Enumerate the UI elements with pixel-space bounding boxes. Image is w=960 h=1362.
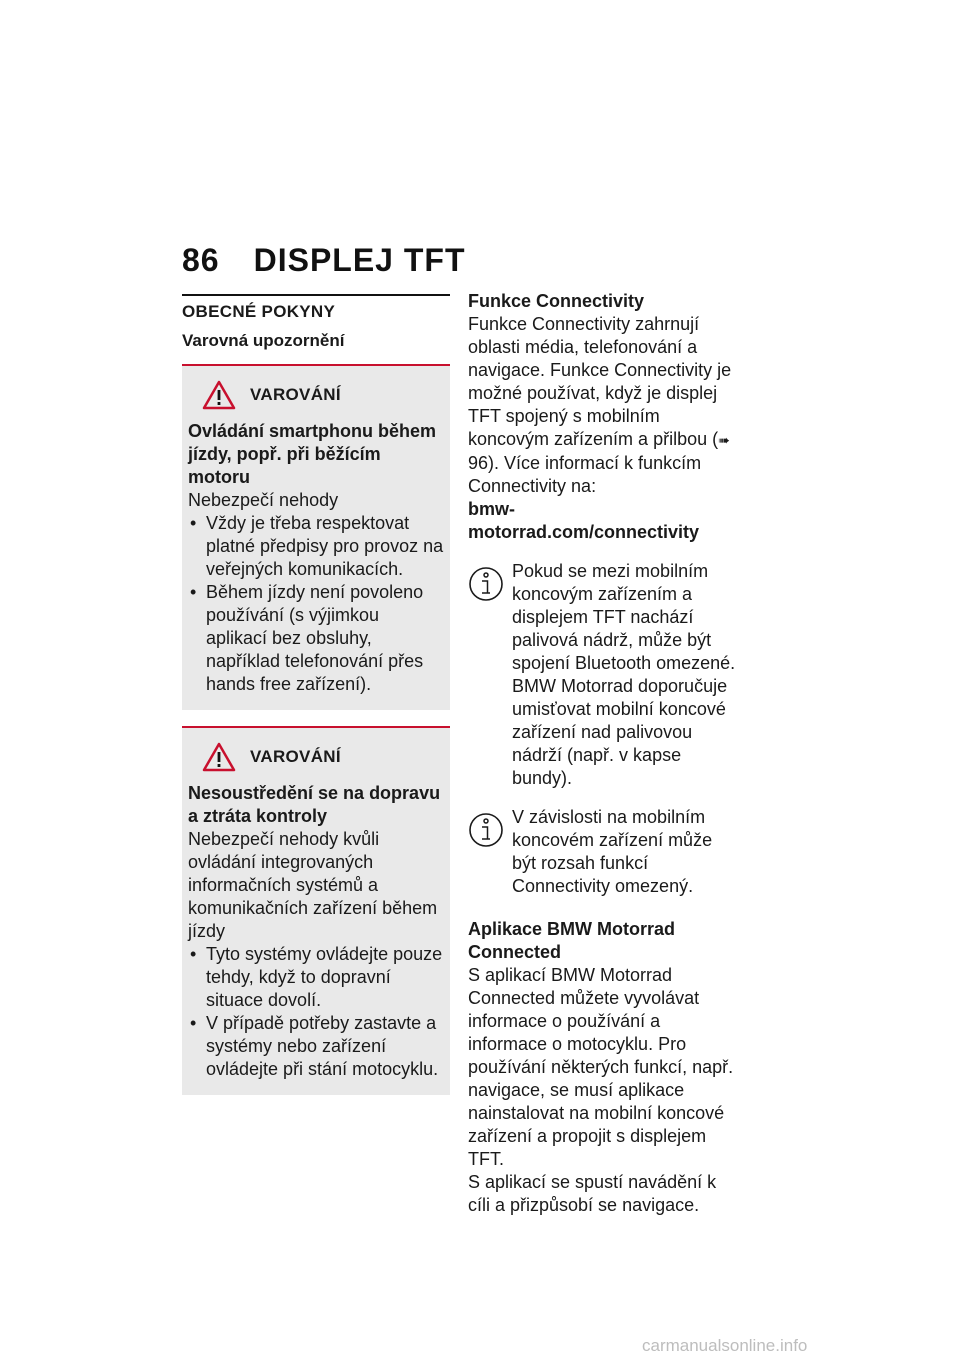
info-text-2: V závislosti na mobilním koncovém zařízení může být rozsah funkcí Connectivity omezený. bbox=[512, 807, 713, 896]
info-icon bbox=[468, 564, 504, 604]
warning-text: Nebezpečí nehody bbox=[188, 490, 339, 510]
info-note-1 bbox=[468, 560, 740, 790]
list-item: • Tyto systémy ovládejte pouze tehdy, když to dopravní situace dovolí. bbox=[188, 943, 444, 1012]
watermark: carmanualsonline.info bbox=[642, 1336, 808, 1355]
section-title: OBECNÉ POKYNY bbox=[182, 302, 336, 321]
list-item: • V případě potřeby zastavte a systémy nebo zařízení ovládejte při stání motocyklu. bbox=[188, 1012, 444, 1081]
list-item: • Během jízdy není povoleno používání (s výjimkou aplikací bez obsluhy, například telefonování přes hands free zařízení). bbox=[188, 581, 444, 696]
connectivity-text-a: Funkce Connectivity zahrnují oblasti média, telefonování a navigace. Funkce Connectivity je možné používat, když je displej TFT spojený s mobilním koncovým zařízením a přilbou ( bbox=[468, 314, 732, 449]
connectivity-ref: 96). Více informací k funkcím Connectivity na: bbox=[468, 453, 702, 496]
left-column bbox=[182, 294, 450, 1095]
warning-triangle-icon bbox=[202, 742, 236, 772]
section-rule bbox=[182, 294, 450, 296]
warning-bullets bbox=[188, 512, 444, 696]
warning-box-2 bbox=[182, 728, 450, 1095]
right-column bbox=[468, 290, 740, 1217]
warning-title: Nesoustředění se na dopravu a ztráta kontroly bbox=[188, 783, 441, 826]
connectivity-link[interactable]: bmw-motorrad.com/connectivity bbox=[468, 499, 700, 542]
list-item: • Vždy je třeba respektovat platné předpisy pro provoz na veřejných komunikacích. bbox=[188, 512, 444, 581]
warning-header bbox=[188, 378, 444, 412]
arrow-icon: ➠ bbox=[718, 432, 730, 448]
warning-text: Nebezpečí nehody kvůli ovládání integrovaných informačních systémů a komunikačních zařízení během jízdy bbox=[188, 829, 438, 941]
warning-triangle-icon bbox=[202, 380, 236, 410]
warning-label: VAROVÁNÍ bbox=[250, 385, 341, 404]
spacer bbox=[182, 710, 450, 726]
subsection-title: Varovná upozornění bbox=[182, 331, 345, 350]
app-text-2: S aplikací se spustí navádění k cíli a přizpůsobí se navigace. bbox=[468, 1172, 717, 1215]
warning-header bbox=[188, 740, 444, 774]
app-text: S aplikací BMW Motorrad Connected můžete vyvolávat informace o používání a informace o motocyklu. Pro používání některých funkcí, např. navigace, se musí aplikace nainstalovat na mobilní koncové zařízení a propojit s displejem TFT. bbox=[468, 965, 734, 1169]
connectivity-text bbox=[468, 313, 740, 498]
warning-bullets bbox=[188, 943, 444, 1081]
app-title: Aplikace BMW Motorrad Connected bbox=[468, 919, 676, 962]
page-header bbox=[182, 242, 466, 279]
warning-title: Ovládání smartphonu během jízdy, popř. při běžícím motoru bbox=[188, 421, 437, 487]
info-icon bbox=[468, 810, 504, 850]
chapter-title: DISPLEJ TFT bbox=[253, 242, 466, 278]
warning-box-1 bbox=[182, 366, 450, 710]
warning-label: VAROVÁNÍ bbox=[250, 747, 341, 766]
info-text-1: Pokud se mezi mobilním koncovým zařízením a displejem TFT nachází palivová nádrž, může být spojení Bluetooth omezené. BMW Motorrad doporučuje umisťovat mobilní koncové zařízení nad palivovou nádrží (např. v kapse bundy). bbox=[512, 561, 736, 788]
connectivity-title: Funkce Connectivity bbox=[468, 291, 645, 311]
page-number: 86 bbox=[182, 242, 220, 278]
info-note-2 bbox=[468, 806, 740, 898]
